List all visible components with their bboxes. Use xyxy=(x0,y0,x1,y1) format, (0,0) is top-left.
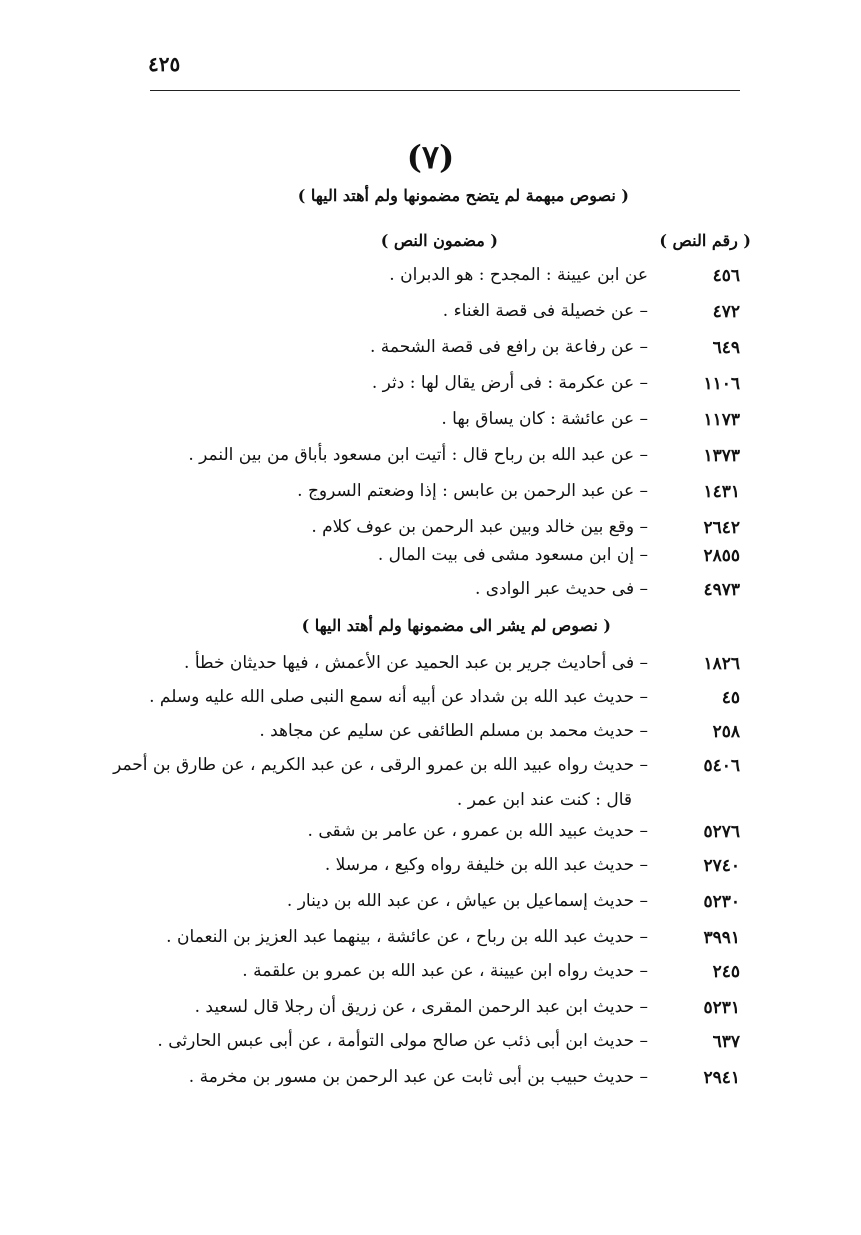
entry-row xyxy=(140,852,740,888)
entry-number: ٢٦٤٢ xyxy=(703,518,740,538)
entry-row xyxy=(140,1028,740,1064)
entry-row xyxy=(140,684,740,720)
page-number: ٤٢٥ xyxy=(148,52,181,76)
column-header-content: ( مضمون النص ) xyxy=(380,231,498,250)
entry-number: ٤٥ xyxy=(721,688,740,708)
entry-number: ١٣٧٣ xyxy=(703,446,740,466)
entry-row xyxy=(140,888,740,924)
entry-row xyxy=(140,478,740,514)
entry-text: – عن عكرمة : فى أرض يقال لها : دثر . xyxy=(371,373,648,393)
entry-row xyxy=(140,406,740,442)
entry-number: ٤٥٦ xyxy=(712,266,740,286)
entry-row xyxy=(140,542,740,578)
entry-row xyxy=(140,958,740,994)
section-heading-unreferenced: ( نصوص لم يشر الى مضمونها ولم أهتد اليها ) xyxy=(301,616,611,635)
entry-text: – عن رفاعة بن رافع فى قصة الشحمة . xyxy=(369,337,648,357)
entry-number: ٥٤٠٦ xyxy=(703,756,740,776)
entry-number: ٥٢٣٠ xyxy=(703,892,740,912)
entry-text: – حديث محمد بن مسلم الطائفى عن سليم عن مجاهد . xyxy=(259,721,648,741)
entry-text: عن ابن عيينة : المجدح : هو الدبران . xyxy=(389,265,648,285)
entry-number: ٦٣٧ xyxy=(712,1032,740,1052)
column-header-number: ( رقم النص ) xyxy=(659,231,751,250)
entry-row xyxy=(140,718,740,754)
entry-number: ٣٩٩١ xyxy=(703,928,740,948)
section-heading-obscure: ( نصوص مبهمة لم يتضح مضمونها ولم أهتد اليها ) xyxy=(297,186,629,205)
entry-text: – حديث عبد الله بن رباح ، عن عائشة ، بينهما عبد العزيز بن النعمان . xyxy=(166,927,648,947)
entry-text: – عن عبد الله بن رباح قال : أتيت ابن مسعود بأباق من بين النمر . xyxy=(188,445,648,465)
entry-number: ١١٠٦ xyxy=(703,374,740,394)
entry-number: ٥٢٣١ xyxy=(703,998,740,1018)
entry-text: – حديث ابن عبد الرحمن المقرى ، عن زريق أن رجلا قال لسعيد . xyxy=(194,997,648,1017)
entry-text: – حديث رواه ابن عيينة ، عن عبد الله بن عمرو بن علقمة . xyxy=(242,961,648,981)
entry-text: – عن عبد الرحمن بن عابس : إذا وضعتم السروج . xyxy=(297,481,648,501)
entry-number: ١١٧٣ xyxy=(703,410,740,430)
entry-text: – إن ابن مسعود مشى فى بيت المال . xyxy=(377,545,648,565)
entry-text: – حديث عبد الله بن شداد عن أبيه أنه سمع النبى صلى الله عليه وسلم . xyxy=(149,687,648,707)
entry-number: ٢٤٥ xyxy=(712,962,740,982)
entry-row xyxy=(140,924,740,960)
entry-text: – حديث ابن أبى ذئب عن صالح مولى التوأمة ، عن أبى عبس الحارثى . xyxy=(157,1031,648,1051)
entry-number: ٤٩٧٣ xyxy=(703,580,740,600)
entry-text: – عن عائشة : كان يساق بها . xyxy=(441,409,648,429)
entry-text: – فى حديث عبر الوادى . xyxy=(474,579,648,599)
entry-number: ١٤٣١ xyxy=(703,482,740,502)
section-number: (٧) xyxy=(406,138,455,176)
entry-number: ٢٥٨ xyxy=(712,722,740,742)
entry-row xyxy=(140,650,740,686)
entry-row xyxy=(140,576,740,612)
entry-row xyxy=(140,1064,740,1100)
entry-text-continuation: قال : كنت عند ابن عمر . xyxy=(456,790,632,810)
entry-row xyxy=(113,752,740,822)
header-rule xyxy=(150,90,740,91)
entry-row xyxy=(140,818,740,854)
entry-number: ٦٤٩ xyxy=(712,338,740,358)
entry-number: ٥٢٧٦ xyxy=(703,822,740,842)
entry-text: – حديث عبيد الله بن عمرو ، عن عامر بن شقى . xyxy=(307,821,648,841)
entry-number: ٢٨٥٥ xyxy=(703,546,740,566)
entry-number: ٢٩٤١ xyxy=(703,1068,740,1088)
entry-text: – حديث حبيب بن أبى ثابت عن عبد الرحمن بن مسور بن مخرمة . xyxy=(188,1067,648,1087)
entry-number: ١٨٢٦ xyxy=(703,654,740,674)
entry-row xyxy=(140,442,740,478)
entry-text: – فى أحاديث جرير بن عبد الحميد عن الأعمش ، فيها حديثان خطأ . xyxy=(184,653,648,673)
entry-row xyxy=(140,334,740,370)
entry-number: ٢٧٤٠ xyxy=(703,856,740,876)
entry-text: – حديث رواه عبيد الله بن عمرو الرقى ، عن عبد الكريم ، عن طارق بن أحمر xyxy=(113,755,648,775)
entry-text: – حديث عبد الله بن خليفة رواه وكيع ، مرسلا . xyxy=(324,855,648,875)
entry-row xyxy=(140,298,740,334)
entry-text: – وقع بين خالد وبين عبد الرحمن بن عوف كلام . xyxy=(311,517,648,537)
entry-row xyxy=(140,994,740,1030)
entry-row xyxy=(140,370,740,406)
entry-row xyxy=(140,262,740,298)
entry-number: ٤٧٢ xyxy=(712,302,740,322)
entry-text: – حديث إسماعيل بن عياش ، عن عبد الله بن دينار . xyxy=(286,891,648,911)
entry-text: – عن خصيلة فى قصة الغناء . xyxy=(442,301,648,321)
